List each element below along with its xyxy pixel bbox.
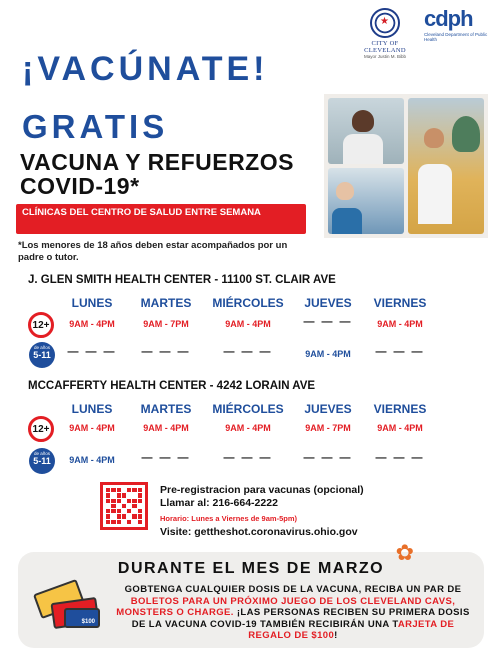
schedule-cell: — — — xyxy=(141,346,191,358)
march-promo-box xyxy=(18,540,484,648)
march-body-c: ¡LAS PERSONAS RECIBEN SU PRIMERA DOSIS DE LA VACUNA COVID-19 TAMBIÉN RECIBIRÁN UNA T xyxy=(131,607,470,630)
prereg-hours: Horario: Lunes a Viernes de 9am-5pm) xyxy=(160,514,297,523)
day-label: MARTES xyxy=(140,402,192,416)
center-title-mccafferty: MCCAFFERTY HEALTH CENTER - 4242 LORAIN AVE xyxy=(28,380,316,392)
day-label: LUNES xyxy=(71,296,113,310)
qr-code-icon[interactable] xyxy=(100,482,148,530)
photo-collage xyxy=(324,94,488,238)
age-5-11-large: 5-11 xyxy=(33,350,51,360)
center-title-glen-smith: J. GLEN SMITH HEALTH CENTER - 11100 ST. CLAIR AVE xyxy=(28,274,336,286)
cdph-logo xyxy=(424,8,490,42)
age-12-plus-icon: 12+ xyxy=(28,416,54,442)
schedule-cell: — — — xyxy=(303,452,353,464)
day-label: MIÉRCOLES xyxy=(212,402,284,416)
clinic-banner: CLÍNICAS DEL CENTRO DE SALUD ENTRE SEMANA xyxy=(16,204,306,234)
day-label: MARTES xyxy=(140,296,192,310)
cdph-logo-word: cdph xyxy=(424,6,473,31)
city-of-cleveland-logo xyxy=(356,8,414,59)
schedule-cell: — — — xyxy=(223,452,273,464)
preregistration-block xyxy=(100,478,400,540)
day-label: JUEVES xyxy=(304,296,352,310)
schedule-cell: — — — xyxy=(223,346,273,358)
title-vacuna xyxy=(20,150,294,198)
title-vacuna-line1: VACUNA Y REFUERZOS xyxy=(20,149,294,175)
header-logos xyxy=(356,8,490,59)
march-body-text xyxy=(110,584,476,642)
march-title: DURANTE EL MES DE MARZO xyxy=(117,560,385,577)
schedule-cell: — — — xyxy=(303,316,353,328)
days-header-1 xyxy=(0,296,500,312)
schedule-cell: 9AM - 4PM xyxy=(69,455,115,465)
title-vacuna-line2: COVID-19* xyxy=(20,173,140,199)
photo-nurse-vaccinating xyxy=(328,168,404,234)
march-body-a: GOBTENGA CUALQUIER DOSIS DE LA VACUNA, RECIBA UN PAR DE xyxy=(124,584,462,595)
tickets-icon xyxy=(36,582,102,632)
schedule-cell: 9AM - 7PM xyxy=(305,423,351,433)
day-label: VIERNES xyxy=(373,402,427,416)
day-label: LUNES xyxy=(71,402,113,416)
schedule-row-glen-5-11 xyxy=(0,342,500,368)
age-5-11-large: 5-11 xyxy=(33,456,51,466)
photo-woman-vaccinated xyxy=(328,98,404,164)
march-body-b: BOLETOS PARA UN PRÓXIMO JUEGO DE LOS CLEVELAND CAVS, MONSTERS O CHARGE. xyxy=(116,595,456,618)
schedule-cell: 9AM - 4PM xyxy=(69,319,115,329)
city-seal-icon xyxy=(370,8,400,38)
prereg-website-link[interactable]: Visite: gettheshot.coronavirus.ohio.gov xyxy=(160,526,358,538)
schedule-cell: 9AM - 4PM xyxy=(377,319,423,329)
schedule-cell: 9AM - 4PM xyxy=(69,423,115,433)
march-body-e: ! xyxy=(334,630,338,641)
photo-child-with-mother xyxy=(408,98,484,234)
day-label: VIERNES xyxy=(373,296,427,310)
schedule-cell: 9AM - 4PM xyxy=(143,423,189,433)
schedule-cell: 9AM - 7PM xyxy=(143,319,189,329)
schedule-cell: 9AM - 4PM xyxy=(305,349,351,359)
march-body-d: ARJETA DE REGALO DE $100 xyxy=(248,618,455,641)
schedule-row-mccafferty-5-11 xyxy=(0,448,500,474)
schedule-cell: 9AM - 4PM xyxy=(377,423,423,433)
schedule-cell: 9AM - 4PM xyxy=(225,319,271,329)
prereg-text xyxy=(160,484,364,510)
title-gratis: GRATIS xyxy=(22,108,169,145)
age-5-11-small: de años xyxy=(33,345,50,350)
cdph-logo-sub: Cleveland Department of Public Health xyxy=(424,32,488,42)
day-label: MIÉRCOLES xyxy=(212,296,284,310)
schedule-cell: 9AM - 4PM xyxy=(225,423,271,433)
age-5-11-small: de años xyxy=(33,451,50,456)
title-vacunate: ¡VACÚNATE! xyxy=(22,50,269,88)
prereg-phone[interactable]: Llamar al: 216-664-2222 xyxy=(160,497,278,509)
city-logo-name: CITY OF CLEVELAND xyxy=(364,40,406,54)
flower-icon: ✿ xyxy=(395,540,414,565)
day-label: JUEVES xyxy=(304,402,352,416)
schedule-cell: — — — xyxy=(375,452,425,464)
prereg-line1: Pre-registracion para vacunas (opcional) xyxy=(160,484,364,496)
schedule-cell: — — — xyxy=(141,452,191,464)
age-12-plus-icon: 12+ xyxy=(28,312,54,338)
schedule-row-glen-12plus xyxy=(0,312,500,338)
schedule-cell: — — — xyxy=(67,346,117,358)
ticket-amount: $100 xyxy=(64,608,100,628)
schedule-cell: — — — xyxy=(375,346,425,358)
city-logo-sub: Mayor Justin M. Bibb xyxy=(363,54,406,59)
schedule-row-mccafferty-12plus xyxy=(0,416,500,442)
minors-note: *Los menores de 18 años deben estar acompañados por un padre o tutor. xyxy=(18,240,288,263)
